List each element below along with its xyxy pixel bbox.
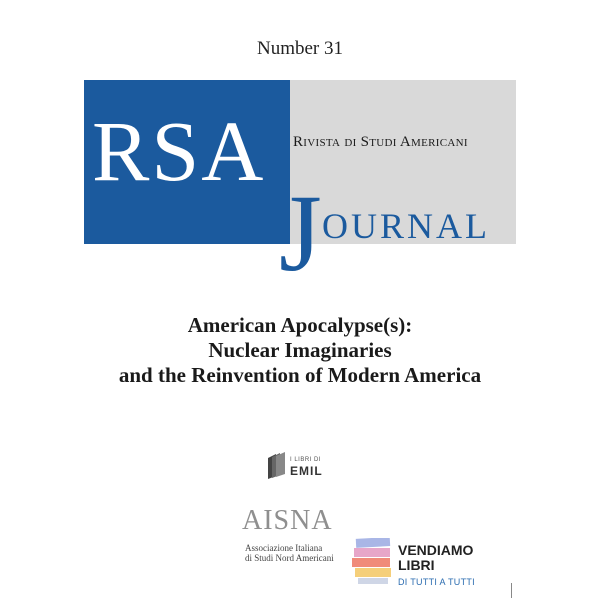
issue-title-line-1: American Apocalypse(s): xyxy=(187,313,413,337)
publisher-small-text: I LIBRI DI xyxy=(290,457,322,463)
book-stack-logo-icon xyxy=(352,538,394,586)
issue-title-line-3: and the Reinvention of Modern America xyxy=(118,363,482,387)
issue-number: Number 31 xyxy=(256,38,343,59)
journal-initial: J xyxy=(279,172,322,294)
corner-divider xyxy=(511,583,512,598)
seller-badge-tagline: DI TUTTI A TUTTI xyxy=(398,577,475,587)
seller-badge-line-2: LIBRI xyxy=(398,557,435,573)
book-stack-icon xyxy=(266,452,288,480)
journal-word: OURNAL xyxy=(322,206,490,246)
seller-badge-line-1: VENDIAMO xyxy=(398,542,474,558)
aisna-fullname-line-1: Associazione Italiana xyxy=(245,543,323,553)
aisna-fullname xyxy=(245,543,334,563)
issue-title-line-2: Nuclear Imaginaries xyxy=(208,338,392,362)
issue-title xyxy=(0,313,600,388)
publisher-name: EMIL xyxy=(290,464,323,478)
aisna-fullname-line-2: di Studi Nord Americani xyxy=(245,553,334,563)
publisher-logo xyxy=(266,452,346,482)
rsa-logo-text: RSA xyxy=(92,103,266,199)
aisna-logo-text: AISNA xyxy=(242,505,333,536)
masthead-subtitle: Rivista di Studi Americani xyxy=(293,134,468,150)
